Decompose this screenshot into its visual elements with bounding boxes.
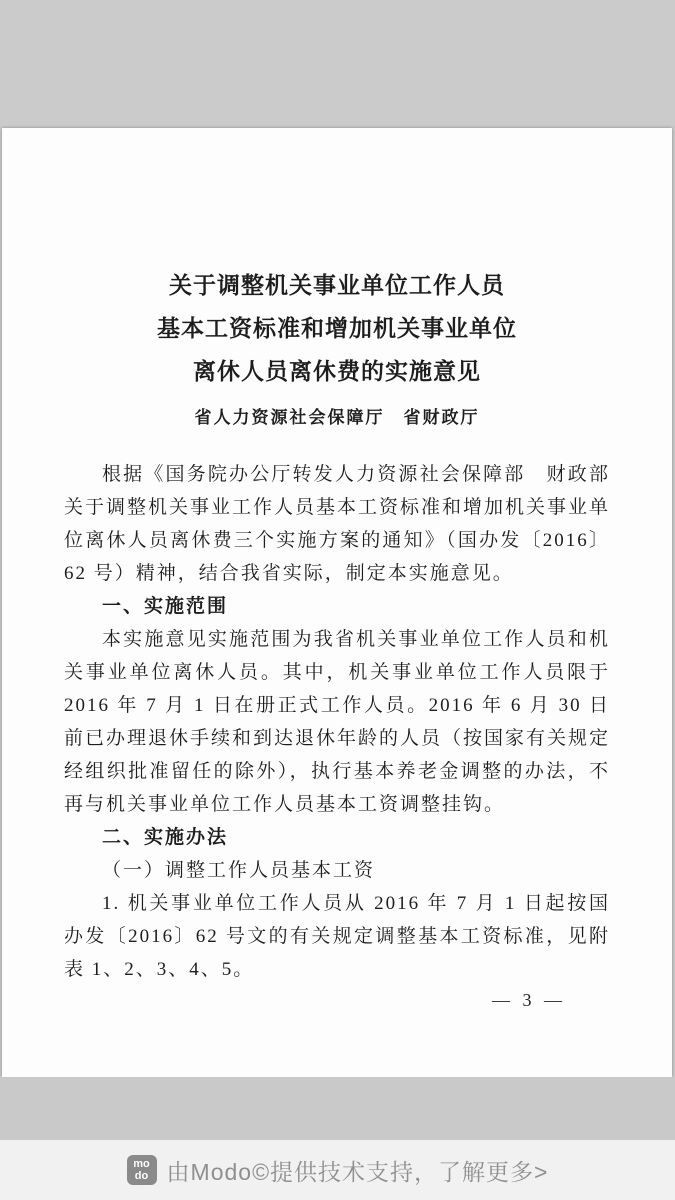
viewer-background-bottom [0, 1077, 675, 1140]
document-page [2, 128, 672, 1077]
doc-body [64, 458, 610, 986]
modo-logo-text-bottom: do [134, 1170, 149, 1182]
doc-issuers: 省人力资源社会保障厅 省财政厅 [194, 408, 480, 427]
doc-title-line-2: 基本工资标准和增加机关事业单位 [157, 316, 517, 341]
doc-paragraph-item-1: 1. 机关事业单位工作人员从 2016 年 7 月 1 日起按国办发〔2016〕62 号文的有关规定调整基本工资标准，见附表 1、2、3、4、5。 [64, 893, 610, 980]
doc-heading-section-2: 二、实施办法 [102, 827, 229, 848]
doc-subheading-1: （一）调整工作人员基本工资 [102, 860, 376, 881]
doc-paragraph-scope: 本实施意见实施范围为我省机关事业单位工作人员和机关事业单位离休人员。其中，机关事业单位工作人员限于 2016 年 7 月 1 日在册正式工作人员。2016 年 6 月 30 日前已办理退休手续和到达退休年龄的人员（按国家有关规定经组织批准留任的除外），执行基本养老金调整的办法，不再与机关事业单位工作人员基本工资调整挂钩。 [64, 629, 611, 815]
footer-promo-text[interactable]: 由Modo©提供技术支持，了解更多> [166, 1158, 549, 1185]
modo-logo-icon[interactable] [127, 1155, 157, 1185]
doc-paragraph-intro: 根据《国务院办公厅转发人力资源社会保障部 财政部关于调整机关事业工作人员基本工资标准和增加机关事业单位离休人员离休费三个实施方案的通知》（国办发〔2016〕62 号）精神，结合我省实际，制定本实施意见。 [64, 464, 611, 584]
viewer-background-top [0, 0, 675, 128]
modo-footer-link[interactable] [0, 1140, 675, 1200]
doc-heading-section-1: 一、实施范围 [102, 596, 229, 617]
page-number: — 3 — [492, 990, 566, 1010]
modo-logo-text-top: mo [133, 1158, 150, 1170]
doc-title-line-3: 离休人员离休费的实施意见 [193, 359, 481, 384]
doc-title-line-1: 关于调整机关事业单位工作人员 [169, 273, 505, 298]
